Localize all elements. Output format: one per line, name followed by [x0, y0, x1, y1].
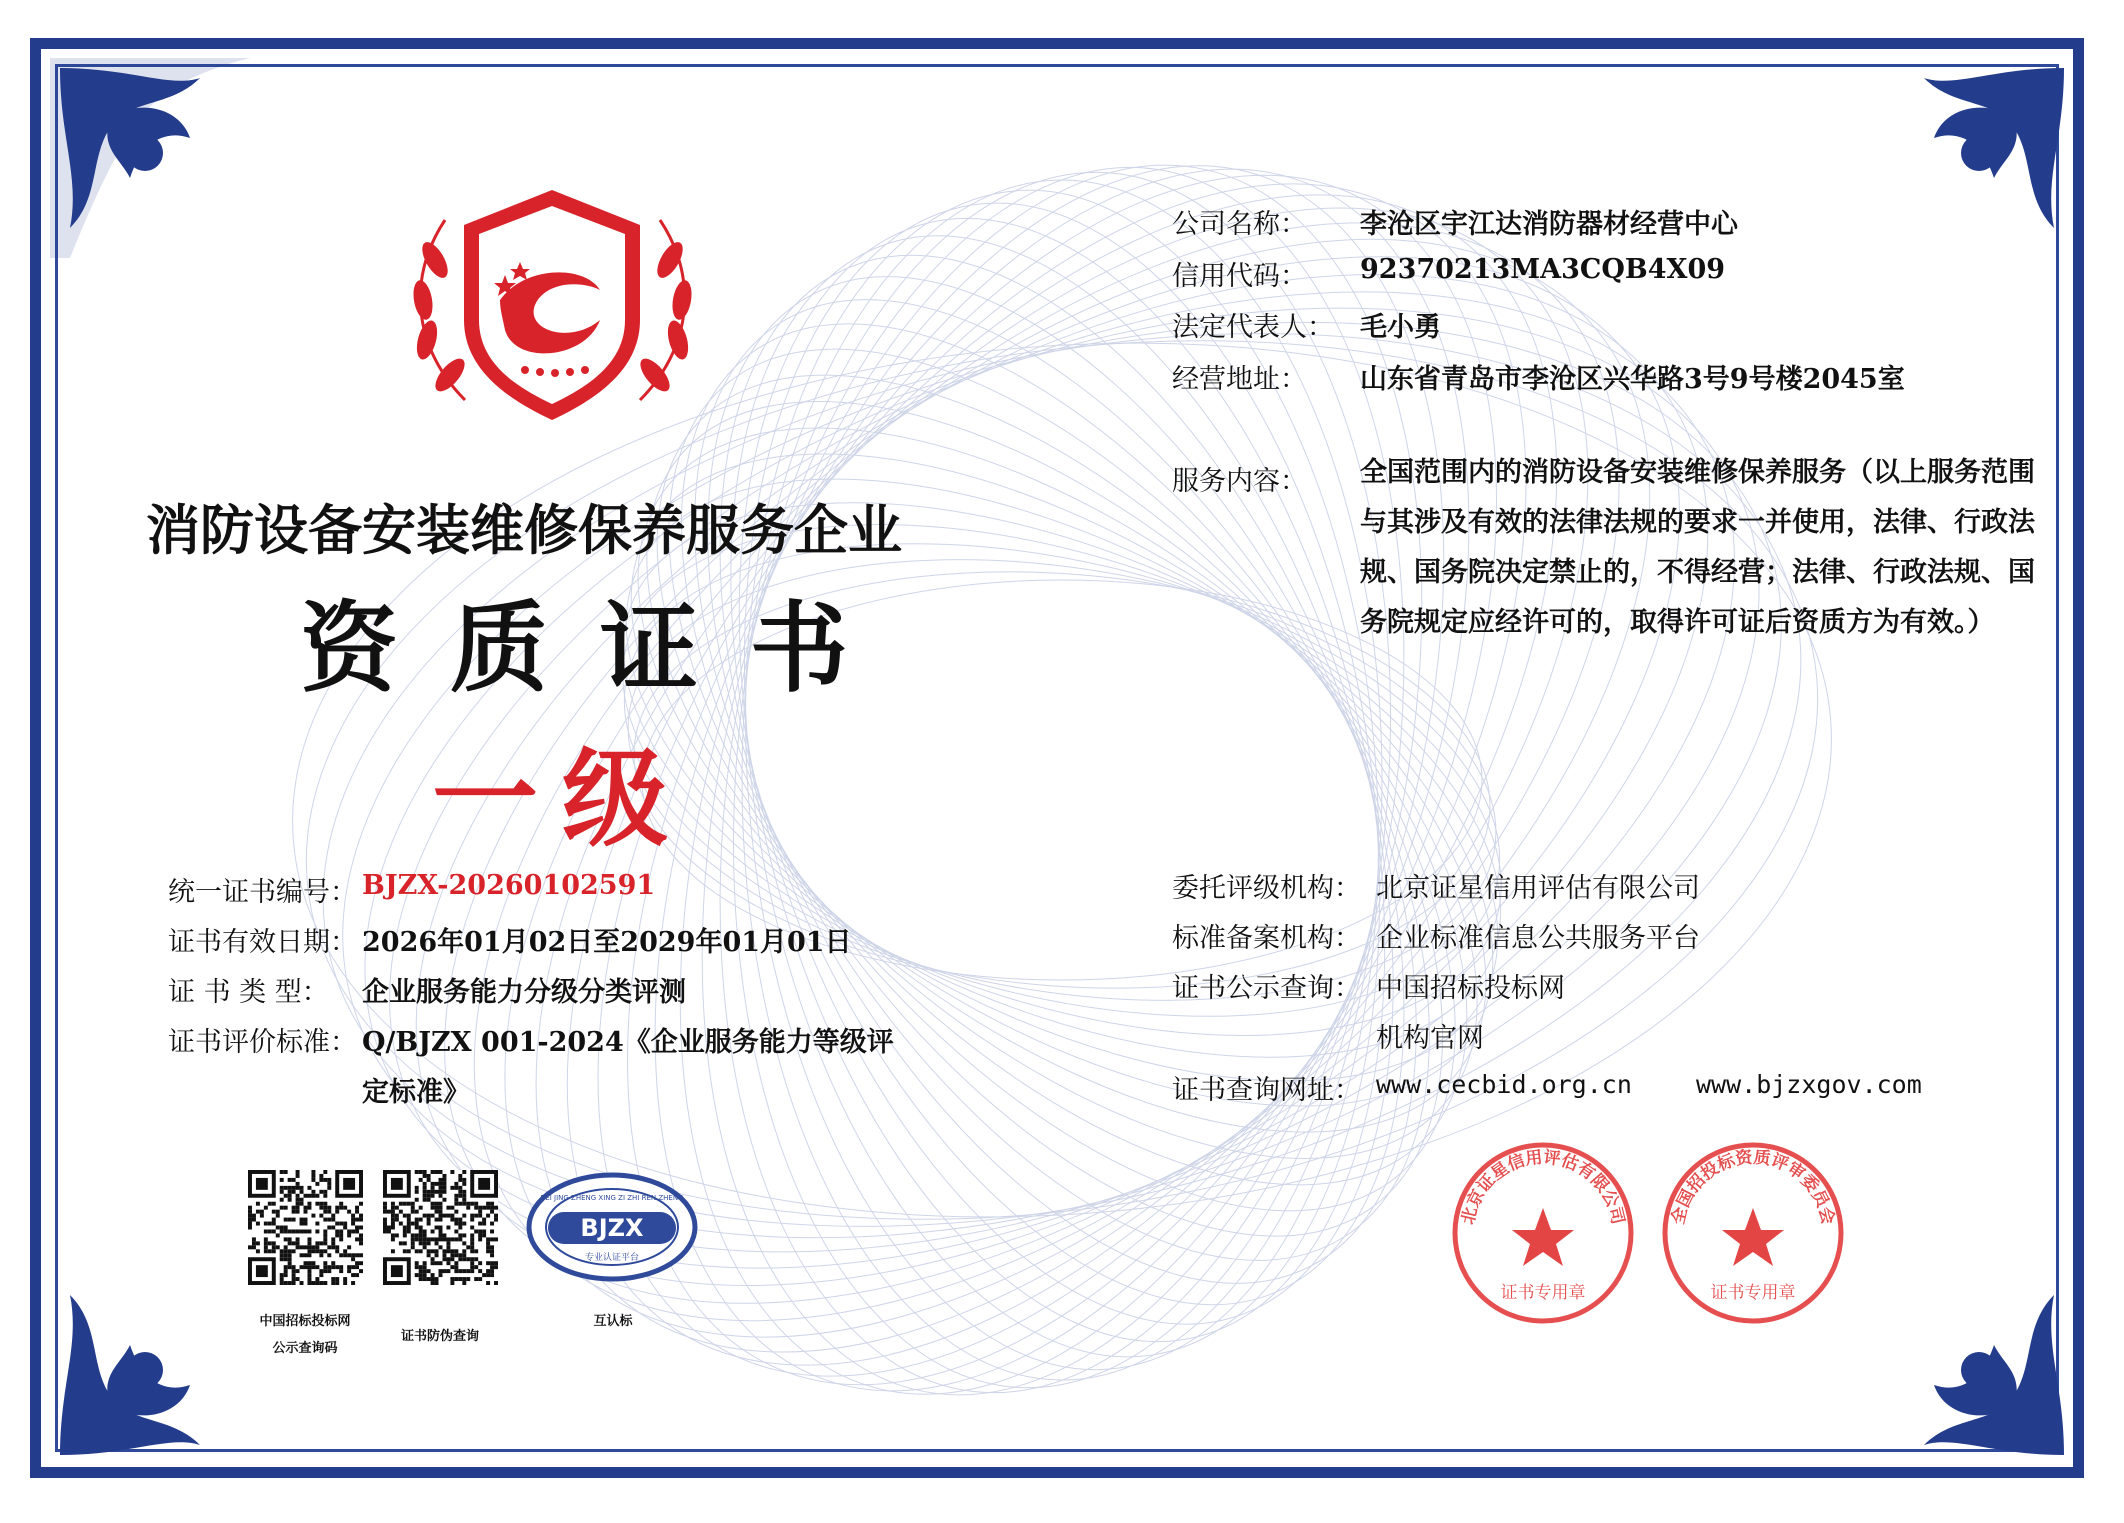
rating-org-label: 委托评级机构： — [1172, 873, 1361, 904]
seal2-ring-text: 全国招投标资质评审委员会 — [1668, 1147, 1838, 1227]
seal-rating-org — [1448, 1138, 1638, 1328]
cert-type-label: 证 书 类 型： — [168, 977, 329, 1008]
qr-code-public-query — [248, 1170, 363, 1285]
standard-line2: 定标准》 — [362, 1077, 470, 1108]
certificate-title-line2: 资质证书 — [300, 591, 901, 706]
certificate-title-line1: 消防设备安装维修保养服务企业 — [146, 498, 902, 562]
credit-code-label: 信用代码： — [1172, 261, 1307, 292]
badge-bottom-text: 专业认证平台 — [584, 1253, 640, 1263]
corner-ornament-top-right — [1874, 58, 2074, 258]
legal-rep: 毛小勇 — [1360, 312, 1441, 343]
publish-site-2: 机构官网 — [1376, 1023, 1484, 1054]
address: 山东省青岛市李沧区兴华路3号9号楼2045室 — [1360, 364, 1905, 395]
publish-site-1: 中国招标投标网 — [1376, 973, 1565, 1004]
filing-org: 企业标准信息公共服务平台 — [1376, 923, 1700, 954]
company-name-label: 公司名称： — [1172, 209, 1307, 240]
query-url-label: 证书查询网址： — [1172, 1075, 1361, 1106]
qr-caption-1-line1: 中国招标投标网 — [259, 1314, 351, 1329]
standard-label: 证书评价标准： — [168, 1027, 357, 1058]
query-url-1[interactable]: www.cecbid.org.cn — [1376, 1070, 1632, 1099]
cert-type: 企业服务能力分级分类评测 — [362, 977, 686, 1008]
qr-caption-1 — [240, 1310, 370, 1356]
qr-caption-2: 证书防伪查询 — [400, 1329, 479, 1344]
seal-review-committee — [1658, 1138, 1848, 1328]
emblem-logo — [395, 170, 710, 440]
qr-caption-1-line2: 公示查询码 — [272, 1341, 338, 1356]
standard-line1: Q/BJZX 001-2024《企业服务能力等级评 — [362, 1027, 894, 1058]
cert-no: BJZX-20260102591 — [362, 870, 656, 901]
corner-ornament-bottom-right — [1874, 1265, 2074, 1465]
credit-code: 92370213MA3CQB4X09 — [1360, 254, 1726, 285]
cert-no-label: 统一证书编号： — [168, 877, 357, 908]
qr-code-anti-counterfeit — [383, 1170, 498, 1285]
bjzx-mutual-recognition-badge — [526, 1172, 698, 1282]
seal2-bottom-text: 证书专用章 — [1710, 1283, 1796, 1303]
corner-ornament-bottom-left — [50, 1265, 250, 1465]
badge-ring-text: BEI JING ZHENG XING ZI ZHI REN ZHENG — [540, 1194, 684, 1202]
service-label: 服务内容： — [1172, 466, 1307, 497]
legal-rep-label: 法定代表人： — [1172, 312, 1334, 343]
service-content: 全国范围内的消防设备安装维修保养服务（以上服务范围与其涉及有效的法律法规的要求一并使用，法律、行政法规、国务院决定禁止的，不得经营；法律、行政法规、国务院规定应经许可的，取得许可证后资质方为有效。） — [1360, 457, 2035, 638]
rating-org: 北京证星信用评估有限公司 — [1376, 873, 1700, 904]
query-url-2[interactable]: www.bjzxgov.com — [1696, 1070, 1922, 1099]
valid-date: 2026年01月02日至2029年01月01日 — [362, 927, 852, 958]
certificate-grade: 一级 — [432, 736, 692, 861]
valid-date-label: 证书有效日期： — [168, 927, 357, 958]
qr-caption-3: 互认标 — [593, 1314, 633, 1329]
seal1-bottom-text: 证书专用章 — [1500, 1283, 1586, 1303]
corner-ornament-top-left — [50, 58, 250, 258]
seal1-ring-text: 北京证星信用评估有限公司 — [1458, 1147, 1628, 1227]
publish-label: 证书公示查询： — [1172, 973, 1361, 1004]
company-name: 李沧区宇江达消防器材经营中心 — [1360, 209, 1738, 240]
address-label: 经营地址： — [1172, 364, 1307, 395]
badge-text: BJZX — [580, 1214, 644, 1242]
filing-org-label: 标准备案机构： — [1172, 923, 1361, 954]
